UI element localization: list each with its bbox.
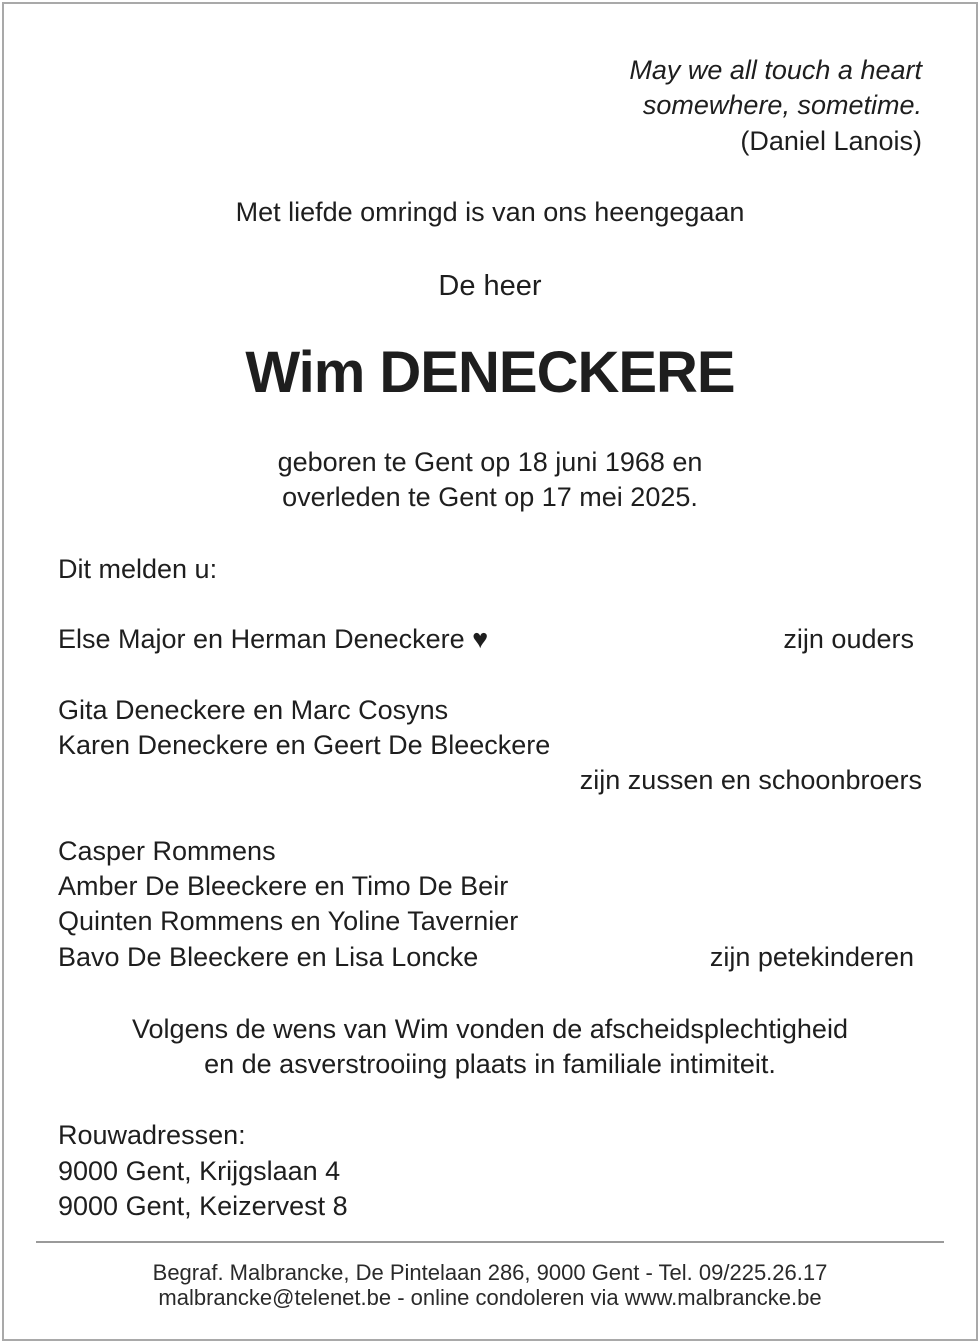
address-line-2: 9000 Gent, Keizervest 8 [58, 1191, 348, 1221]
footer-divider [36, 1241, 944, 1243]
intro-text: Met liefde omringd is van ons heengegaan [235, 197, 745, 227]
title-text: De heer [438, 270, 542, 302]
death-date-line: overleden te Gent op 17 mei 2025. [282, 482, 698, 512]
parents-relation: zijn ouders [783, 624, 914, 654]
godchild-line-1: Casper Rommens [58, 836, 276, 866]
quote-line-1: May we all touch a heart [629, 55, 922, 85]
announce-text: Dit melden u: [58, 554, 218, 584]
godchild-line-4: Bavo De Bleeckere en Lisa Loncke [58, 942, 479, 972]
address-line-1: 9000 Gent, Krijgslaan 4 [58, 1156, 341, 1186]
godchildren-relation: zijn petekinderen [709, 942, 914, 972]
wish-line-2: en de asverstrooiing plaats in familiale intimiteit. [204, 1049, 776, 1079]
footer-line-1: Begraf. Malbrancke, De Pintelaan 286, 9000 Gent - Tel. 09/225.26.17 [152, 1260, 828, 1285]
quote-author: (Daniel Lanois) [740, 126, 922, 156]
footer-line-2: malbrancke@telenet.be - online condoleren via www.malbrancke.be [158, 1285, 822, 1310]
sister-line-2: Karen Deneckere en Geert De Bleeckere [58, 730, 551, 760]
parents-names: Else Major en Herman Deneckere ♥ [58, 624, 489, 654]
sister-line-1: Gita Deneckere en Marc Cosyns [58, 695, 449, 725]
wish-line-1: Volgens de wens van Wim vonden de afscheidsplechtigheid [132, 1014, 848, 1044]
godchild-line-2: Amber De Bleeckere en Timo De Beir [58, 871, 509, 901]
addresses-label: Rouwadressen: [58, 1120, 246, 1150]
godchild-line-3: Quinten Rommens en Yoline Tavernier [58, 906, 519, 936]
sisters-relation: zijn zussen en schoonbroers [579, 765, 922, 795]
quote-line-2: somewhere, sometime. [642, 90, 922, 120]
birth-date-line: geboren te Gent op 18 juni 1968 en [277, 447, 703, 477]
deceased-name: Wim DENECKERE [245, 340, 735, 405]
